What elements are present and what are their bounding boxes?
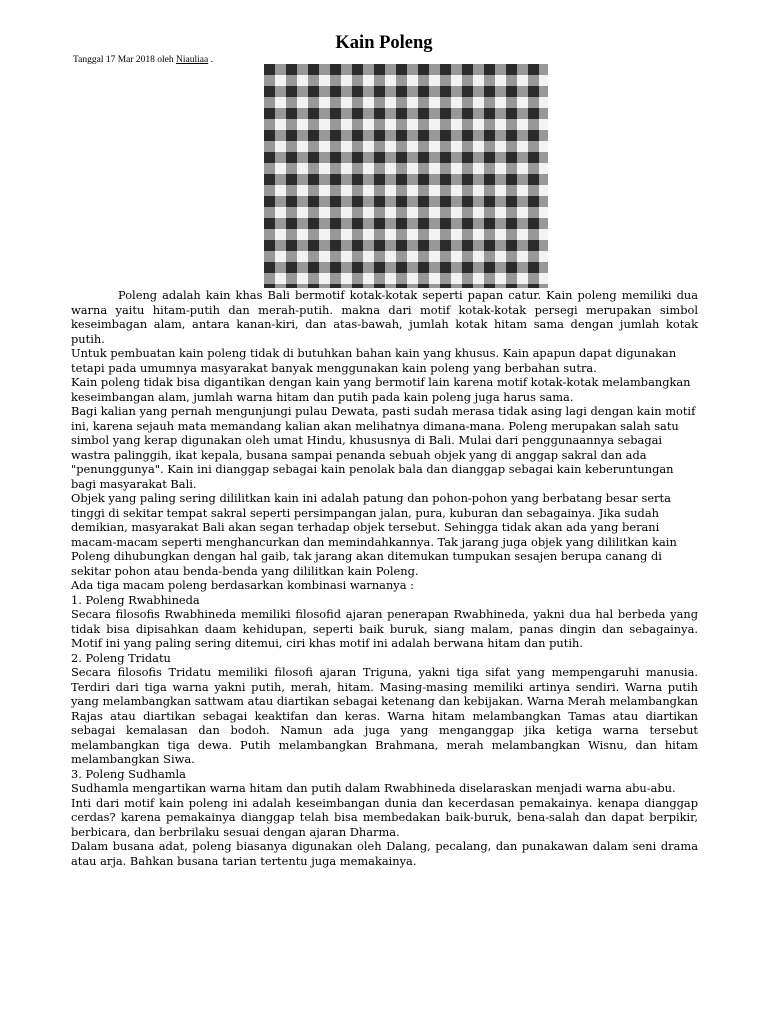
document-title: Kain Poleng: [335, 33, 433, 53]
heading-rwabhineda: 1. Poleng Rwabhineda: [71, 592, 200, 607]
paragraph-essence: Inti dari motif kain poleng ini adalah keseimbangan dunia dan kecerdasan pemakainya. kenapa dianggap cerdas? karena pemakainya dianggap telah bisa membedakan baik-buruk, bena-salah dan dapat berpikir, berbicara, dan berbrilaku sesuai dengan ajaran Dharma.: [71, 795, 698, 839]
paragraph-sudhamla: Sudhamla mengartikan warna hitam dan putih dalam Rwabhineda diselaraskan menjadi warna abu-abu.: [71, 781, 676, 795]
author-link[interactable]: Niauliaa: [176, 55, 209, 65]
article-body: [71, 288, 698, 868]
byline-date: Tanggal 17 Mar 2018 oleh: [73, 55, 177, 65]
byline-suffix: .: [208, 55, 213, 65]
paragraph-material: Untuk pembuatan kain poleng tidak di butuhkan bahan kain yang khusus. Kain apapun dapat digunakan tetapi pada umumnya masyarakat banyak menggunakan kain poleng yang berbahan sutra.: [71, 346, 677, 375]
paragraph-objects: Objek yang paling sering dililitkan kain ini adalah patung dan pohon-pohon yang berbatang besar serta tinggi di sekitar tempat sakral seperti persimpangan jalan, pura, kuburan dan sebagainya. Jika sudah demikian, masyarakat Bali akan segan terhadap objek tersebut. Sehingga tidak akan ada yang berani macam-macam seperti menghancurkan dan memindahkannya. Tak jarang juga objek yang dililitkan kain Poleng dihubungkan dengan hal gaib, tak jarang akan ditemukan tumpukan sesajen berupa canang di sekitar pohon atau benda-benda yang dililitkan kain Poleng.: [71, 491, 677, 578]
paragraph-rwabhineda: Secara filosofis Rwabhineda memiliki filosofid ajaran penerapan Rwabhineda, yakni dua hal berbeda yang tidak bisa dipisahkan daam kehidupan, seperti baik buruk, siang malam, panas dingin dan sebagainya. Motif ini yang paling sering ditemui, ciri khas motif ini adalah berwana hitam dan putih.: [71, 607, 698, 650]
paragraph-dewata: Bagi kalian yang pernah mengunjungi pulau Dewata, pasti sudah merasa tidak asing lagi dengan kain motif ini, karena sejauh mata memandang kalian akan melihatnya dimana-mana. Poleng merupakan salah satu simbol yang kerap digunakan oleh umat Hindu, khususnya di Bali. Mulai dari penggunaannya sebagai wastra palinggih, ikat kepala, busana sampai penanda sebuah objek yang di anggap sakral dan ada "penunggunya". Kain ini dianggap sebagai kain penolak bala dan dianggap sebagai kain keberuntungan bagi masyarakat Bali.: [71, 404, 696, 491]
heading-sudhamla: 3. Poleng Sudhamla: [71, 766, 186, 781]
paragraph-intro: Poleng adalah kain khas Bali bermotif kotak-kotak seperti papan catur. Kain poleng memiliki dua warna yaitu hitam-putih dan merah-putih. makna dari motif kotak-kotak persegi merupakan simbol keseimbagan alam, antara kanan-kiri, dan atas-bawah, jumlah kotak hitam sama dengan jumlah kotak putih.: [71, 288, 698, 346]
checkered-pattern: [264, 64, 548, 288]
poleng-fabric-image: [264, 64, 548, 288]
paragraph-balance: Kain poleng tidak bisa digantikan dengan kain yang bermotif lain karena motif kotak-kotak melambangkan keseimbangan alam, jumlah warna hitam dan putih pada kain poleng juga harus sama.: [71, 375, 691, 404]
byline: [73, 54, 213, 66]
heading-tridatu: 2. Poleng Tridatu: [71, 650, 171, 665]
paragraph-tridatu: Secara filosofis Tridatu memiliki filosofi ajaran Triguna, yakni tiga sifat yang mempengaruhi manusia. Terdiri dari tiga warna yakni putih, merah, hitam. Masing-masing memiliki artinya sendiri. Warna putih yang melambangkan sattwam atau diartikan sebagai ketenang dan kebijakan. Warna Merah melambangkan Rajas atau diartikan sebagai keaktifan dan keras. Warna hitam melambangkan Tamas atau diartikan sebagai kemalasan dan bodoh. Namun ada juga yang menganggap jika ketiga warna tersebut melambangkan tiga dewa. Putih melambangkan Brahmana, merah melambangkan Wisnu, dan hitam melambangkan Siwa.: [71, 665, 698, 766]
paragraph-types-intro: Ada tiga macam poleng berdasarkan kombinasi warnanya :: [71, 578, 414, 592]
paragraph-costume: Dalam busana adat, poleng biasanya digunakan oleh Dalang, pecalang, dan punakawan dalam seni drama atau arja. Bahkan busana tarian tertentu juga memakainya.: [71, 839, 698, 868]
